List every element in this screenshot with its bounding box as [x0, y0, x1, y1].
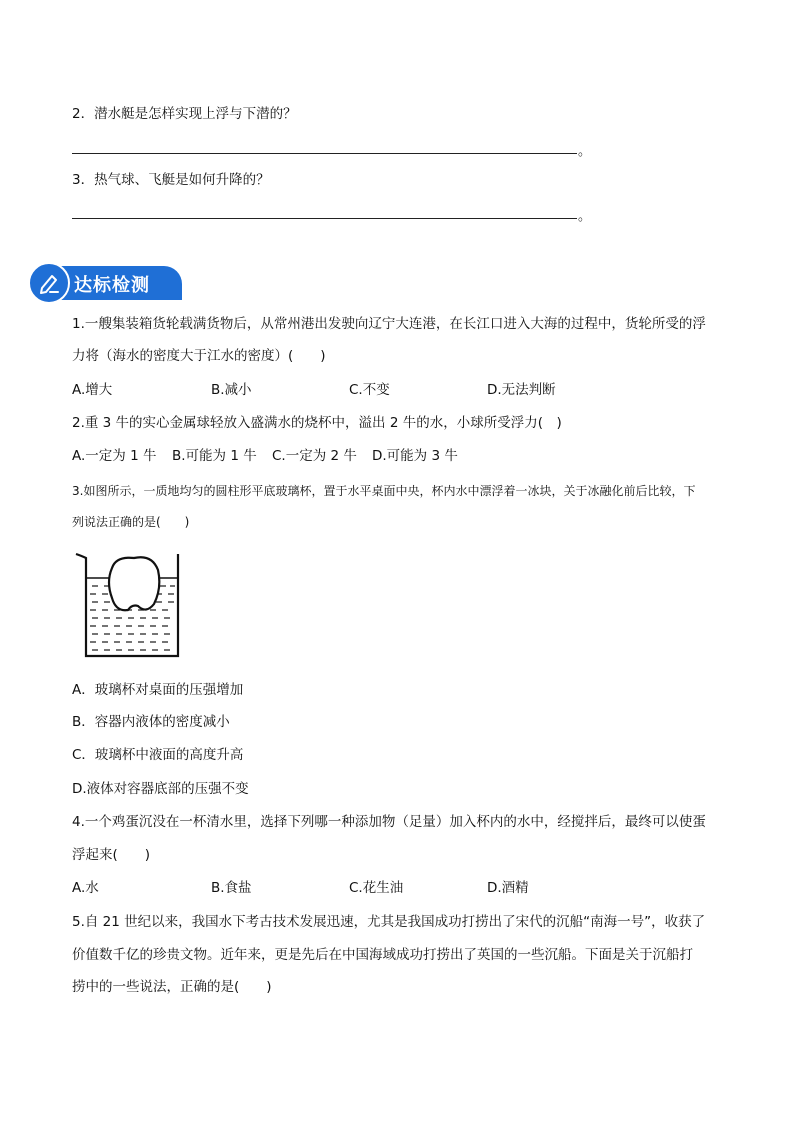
q1-option-a[interactable]: A.增大 — [72, 382, 113, 398]
q1-text-line1: 1.一艘集装箱货轮载满货物后，从常州港出发驶向辽宁大连港，在长江口进入大海的过程中，货轮所受的浮 — [72, 316, 706, 332]
q4-option-b[interactable]: B.食盐 — [211, 880, 252, 896]
question-balloon: 3．热气球、飞艇是如何升降的？ — [72, 172, 270, 188]
q1-option-b[interactable]: B.减小 — [211, 382, 252, 398]
q4-text-line2: 浮起来( ) — [72, 847, 151, 863]
q3-text-line1: 3.如图所示，一质地均匀的圆柱形平底玻璃杯，置于水平桌面中央，杯内水中漂浮着一冰块，关于冰融化前后比较，下 — [72, 484, 696, 498]
q1-option-d[interactable]: D.无法判断 — [487, 382, 556, 398]
q5-text-line3: 捞中的一些说法，正确的是( ) — [72, 979, 272, 995]
period-mark: 。 — [578, 209, 592, 224]
q3-option-d[interactable]: D.液体对容器底部的压强不变 — [72, 781, 249, 797]
q4-text-line1: 4.一个鸡蛋沉没在一杯清水里，选择下列哪一种添加物（足量）加入杯内的水中，经搅拌后，最终可以使蛋 — [72, 814, 706, 830]
q3-option-c[interactable]: C．玻璃杯中液面的高度升高 — [72, 747, 244, 763]
q1-text-line2: 力将（海水的密度大于江水的密度）( ) — [72, 348, 326, 364]
q4-option-d[interactable]: D.酒精 — [487, 880, 529, 896]
q2-option-b[interactable]: B.可能为 1 牛 — [172, 448, 257, 464]
answer-blank-submarine[interactable] — [72, 153, 577, 154]
section-title: 达标检测 — [74, 275, 150, 296]
q1-option-c[interactable]: C.不变 — [349, 382, 390, 398]
ice-block — [109, 557, 159, 610]
period-mark: 。 — [578, 144, 592, 159]
q3-option-b[interactable]: B．容器内液体的密度减小 — [72, 714, 230, 730]
q5-text-line2: 价值数千亿的珍贵文物。近年来，更是先后在中国海域成功打捞出了英国的一些沉船。下面是关于沉船打 — [72, 947, 693, 963]
question-submarine: 2．潜水艇是怎样实现上浮与下潜的？ — [72, 106, 297, 122]
q2-option-d[interactable]: D.可能为 3 牛 — [372, 448, 458, 464]
answer-blank-balloon[interactable] — [72, 218, 577, 219]
q2-option-c[interactable]: C.一定为 2 牛 — [272, 448, 357, 464]
q2-option-a[interactable]: A.一定为 1 牛 — [72, 448, 157, 464]
q2-text-line1: 2.重 3 牛的实心金属球轻放入盛满水的烧杯中，溢出 2 牛的水，小球所受浮力( ) — [72, 415, 562, 431]
q4-option-a[interactable]: A.水 — [72, 880, 99, 896]
beaker-with-ice-figure — [72, 548, 182, 660]
pencil-check-icon — [36, 270, 62, 296]
q3-option-a[interactable]: A．玻璃杯对桌面的压强增加 — [72, 682, 244, 698]
q4-option-c[interactable]: C.花生油 — [349, 880, 404, 896]
section-banner — [28, 262, 184, 304]
q3-text-line2: 列说法正确的是( ) — [72, 515, 190, 529]
q5-text-line1: 5.自 21 世纪以来，我国水下考古技术发展迅速，尤其是我国成功打捞出了宋代的沉船“南海一号”，收获了 — [72, 914, 706, 930]
